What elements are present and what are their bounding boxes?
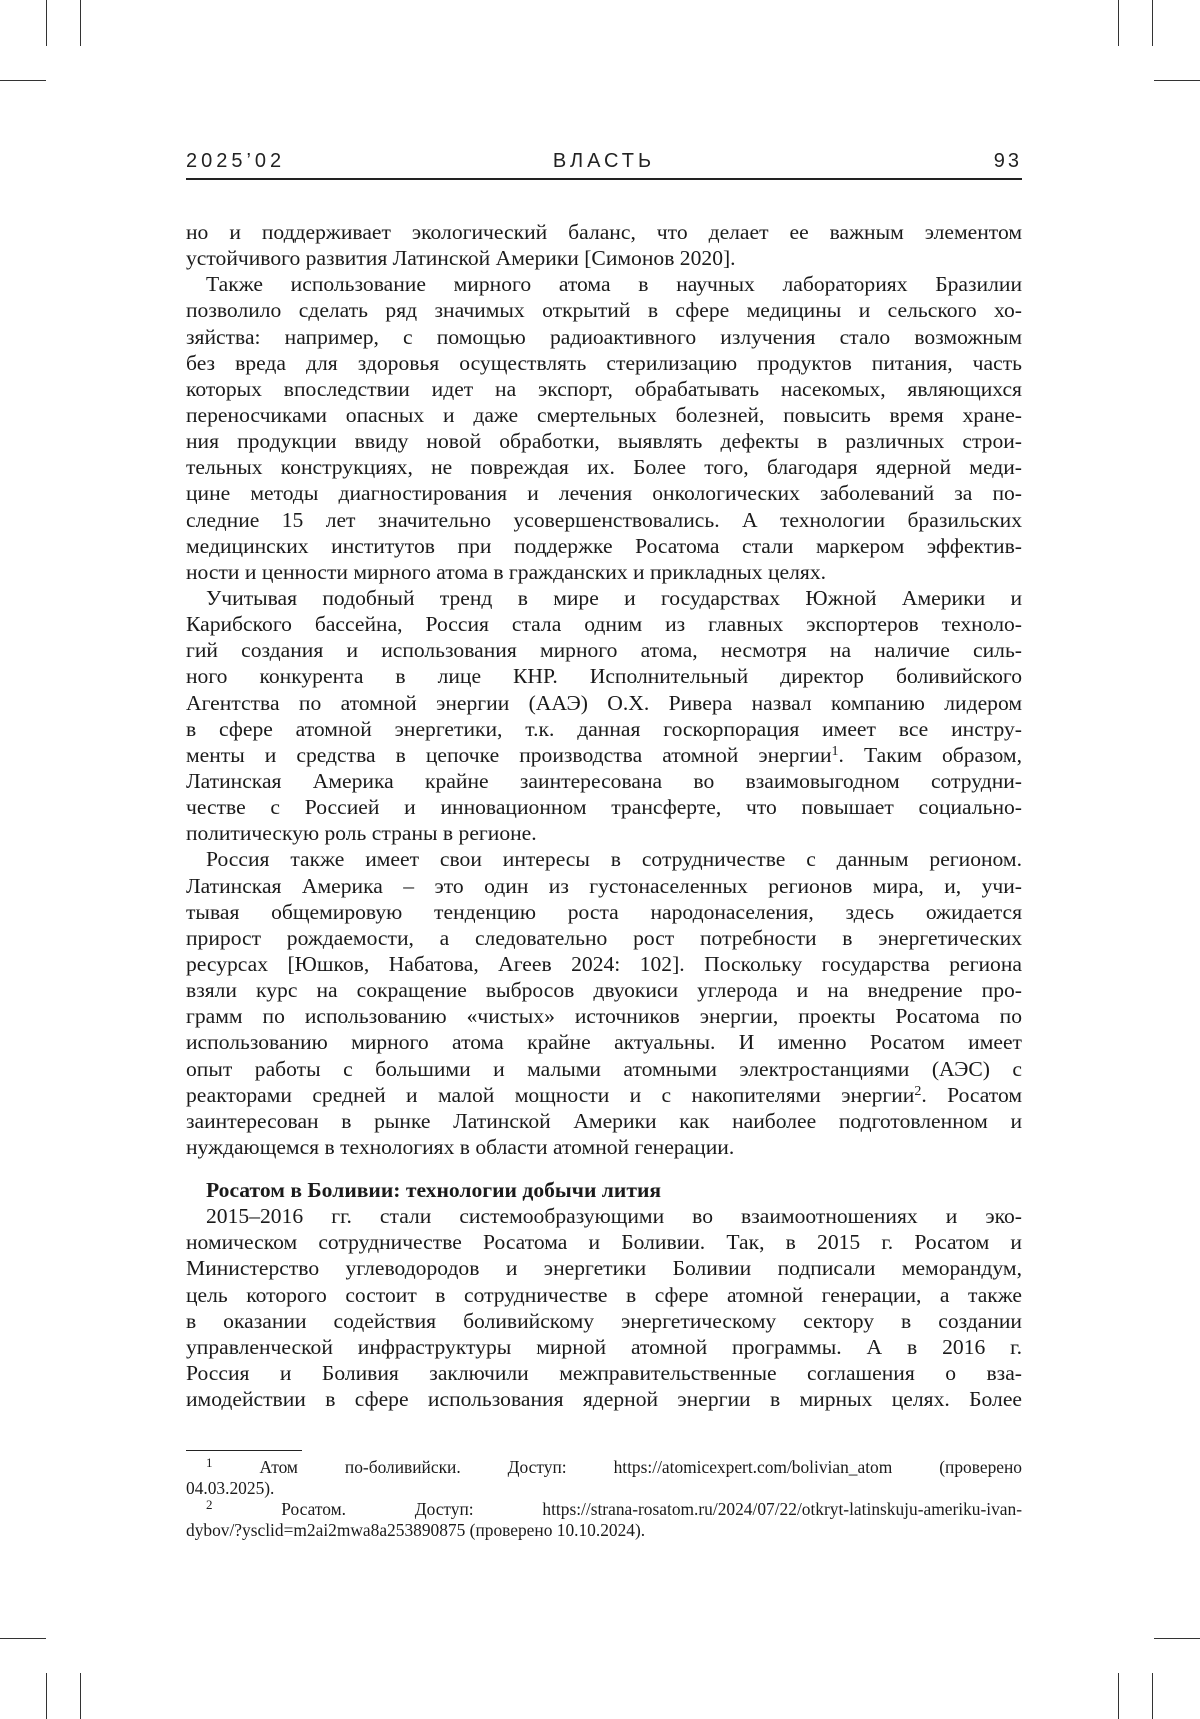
footnote — [186, 1457, 1022, 1499]
text-line: гий создания и использования мирного атома, несмотря на наличие силь- — [186, 638, 1022, 663]
text-line: без вреда для здоровья осуществлять стерилизацию продуктов питания, часть — [186, 350, 1022, 375]
crop-mark — [0, 80, 46, 81]
text-line: заинтересован в рынке Латинской Америки как наиболее подготовленном и — [186, 1108, 1022, 1133]
footnote-line — [186, 1499, 1022, 1520]
text-line: Учитывая подобный тренд в мире и государствах Южной Америки и — [206, 585, 1022, 610]
text-line: цине методы диагностирования и лечения онкологических заболеваний за по- — [186, 481, 1022, 506]
text-line: Латинская Америка – это один из густонаселенных регионов мира, и, учи- — [186, 873, 1022, 898]
text-line: 2015–2016 гг. стали системообразующими во взаимоотношениях и эко- — [206, 1204, 1022, 1229]
text-line: следние 15 лет значительно усовершенствовались. А технологии бразильских — [186, 507, 1022, 532]
text-line: использованию мирного атома крайне актуальны. И именно Росатом имеет — [186, 1030, 1022, 1055]
footnote-line — [186, 1457, 1022, 1478]
text-line: в оказании содействия боливийскому энергетическому сектору в создании — [186, 1308, 1022, 1333]
text-line: позволило сделать ряд значимых открытий в сфере медицины и сельского хо- — [186, 298, 1022, 323]
page-number: 93 — [993, 150, 1022, 172]
text-line: медицинских институтов при поддержке Росатома стали маркером эффектив- — [186, 533, 1022, 558]
text-line: ния продукции ввиду новой обработки, выявлять дефекты в различных строи- — [186, 429, 1022, 454]
crop-mark — [1154, 80, 1200, 81]
paragraph — [186, 846, 1022, 1160]
text-line: взяли курс на сокращение выбросов двуокиси углерода и на внедрение про- — [186, 978, 1022, 1003]
text-line: тывая общемировую тенденцию роста народонаселения, здесь ожидается — [186, 899, 1022, 924]
paragraph — [186, 585, 1022, 846]
text-line: номическом сотрудничестве Росатома и Боливии. Так, в 2015 г. Росатом и — [186, 1230, 1022, 1255]
text-line: переносчиками опасных и даже смертельных болезней, повысить время хране- — [186, 402, 1022, 427]
section-heading: Росатом в Боливии: технологии добычи лития — [206, 1178, 662, 1203]
text-line: Латинская Америка крайне заинтересована во взаимовыгодном сотрудни- — [186, 768, 1022, 793]
footnote-number: 1 — [206, 1455, 213, 1470]
text-line: ности и ценности мирного атома в гражданских и прикладных целях. — [186, 559, 827, 584]
text-line: нуждающемся в технологиях в области атомной генерации. — [186, 1134, 735, 1159]
text-line: Россия также имеет свои интересы в сотрудничестве с данным регионом. — [206, 847, 1022, 872]
text-line: политическую роль страны в регионе. — [186, 821, 537, 846]
text-line: грамм по использованию «чистых» источников энергии, проекты Росатома по — [186, 1004, 1022, 1029]
crop-mark — [1154, 1638, 1200, 1639]
footnote-line: 04.03.2025). — [186, 1478, 275, 1498]
footnote-number: 2 — [206, 1497, 213, 1512]
text-line: тельных конструкциях, не повреждая их. Более того, благодаря ядерной меди- — [186, 455, 1022, 480]
section-spacer — [186, 1160, 1022, 1177]
crop-mark — [1118, 1673, 1119, 1719]
article-body — [186, 219, 1022, 1412]
footnote — [186, 1499, 1022, 1541]
text-segment: . Росатом — [921, 1082, 1023, 1107]
footnotes — [186, 1457, 1022, 1541]
crop-mark — [1152, 0, 1153, 46]
crop-mark — [1118, 0, 1119, 46]
paragraph — [186, 1203, 1022, 1412]
header-rule — [186, 178, 1022, 180]
text-line: но и поддерживает экологический баланс, что делает ее важным элементом — [186, 220, 1022, 244]
journal-title: ВЛАСТЬ — [552, 150, 656, 172]
text-line: управленческой инфраструктуры мирной атомной программы. А в 2016 г. — [186, 1334, 1022, 1359]
running-header — [186, 150, 1022, 178]
text-line — [186, 1082, 1022, 1108]
text-line: цель которого состоит в сотрудничестве в сфере атомной генерации, а также — [186, 1282, 1022, 1307]
text-line: в сфере атомной энергетики, т.к. данная госкорпорация имеет все инстру- — [186, 716, 1022, 741]
text-line — [186, 742, 1022, 768]
crop-mark — [46, 1673, 47, 1719]
text-line: Агентства по атомной энергии (ААЭ) О.Х. Ривера назвал компанию лидером — [186, 690, 1022, 715]
text-line: Россия и Боливия заключили межправительственные соглашения о вза- — [186, 1361, 1022, 1386]
text-line: зяйства: например, с помощью радиоактивного излучения стало возможным — [186, 324, 1022, 349]
text-line: честве с Россией и инновационном трансферте, что повышает социально- — [186, 795, 1022, 820]
crop-mark — [46, 0, 47, 46]
footnote-rule — [186, 1450, 302, 1451]
issue-number: 2025’02 — [186, 150, 286, 172]
crop-mark — [80, 0, 81, 46]
text-line: Министерство углеводородов и энергетики Боливии подписали меморандум, — [186, 1256, 1022, 1281]
footnote-ref-1[interactable]: 1 — [831, 743, 839, 759]
text-segment: . Таким образом, — [838, 742, 1022, 767]
footnote-ref-2[interactable]: 2 — [914, 1083, 922, 1099]
text-segment: менты и средства в цепочке производства атомной энергии — [186, 742, 832, 767]
text-line: ресурсах [Юшков, Набатова, Агеев 2024: 102]. Поскольку государства региона — [186, 951, 1022, 976]
text-line: Карибского бассейна, Россия стала одним из главных экспортеров техноло- — [186, 612, 1022, 637]
footnote-line[interactable]: dybov/?ysclid=m2ai2mwa8a253890875 (проверено 10.10.2024). — [186, 1520, 646, 1540]
text-line: устойчивого развития Латинской Америки [Симонов 2020]. — [186, 246, 736, 271]
crop-mark — [0, 1638, 46, 1639]
paragraph — [186, 271, 1022, 585]
footnote-text[interactable]: Атом по-боливийски. Доступ: https://atomicexpert.com/bolivian_atom (проверено — [259, 1457, 1022, 1477]
crop-mark — [1152, 1673, 1153, 1719]
paragraph — [186, 219, 1022, 271]
crop-mark — [80, 1673, 81, 1719]
text-line: имодействии в сфере использования ядерной энергии в мирных целях. Более — [186, 1387, 1022, 1412]
footnote-text[interactable]: Росатом. Доступ: https://strana-rosatom.ru/2024/07/22/otkryt-latinskuju-ameriku-ivan- — [281, 1499, 1022, 1519]
text-line: ного конкурента в лице КНР. Исполнительный директор боливийского — [186, 664, 1022, 689]
text-line: Также использование мирного атома в научных лабораториях Бразилии — [206, 272, 1022, 297]
text-segment: реакторами средней и малой мощности и с накопителями энергии — [186, 1082, 915, 1107]
text-line: прирост рождаемости, а следовательно рост потребности в энергетических — [186, 925, 1022, 950]
text-line: которых впоследствии идет на экспорт, обрабатывать насекомых, являющихся — [186, 376, 1022, 401]
text-line: опыт работы с большими и малыми атомными электростанциями (АЭС) с — [186, 1056, 1022, 1081]
